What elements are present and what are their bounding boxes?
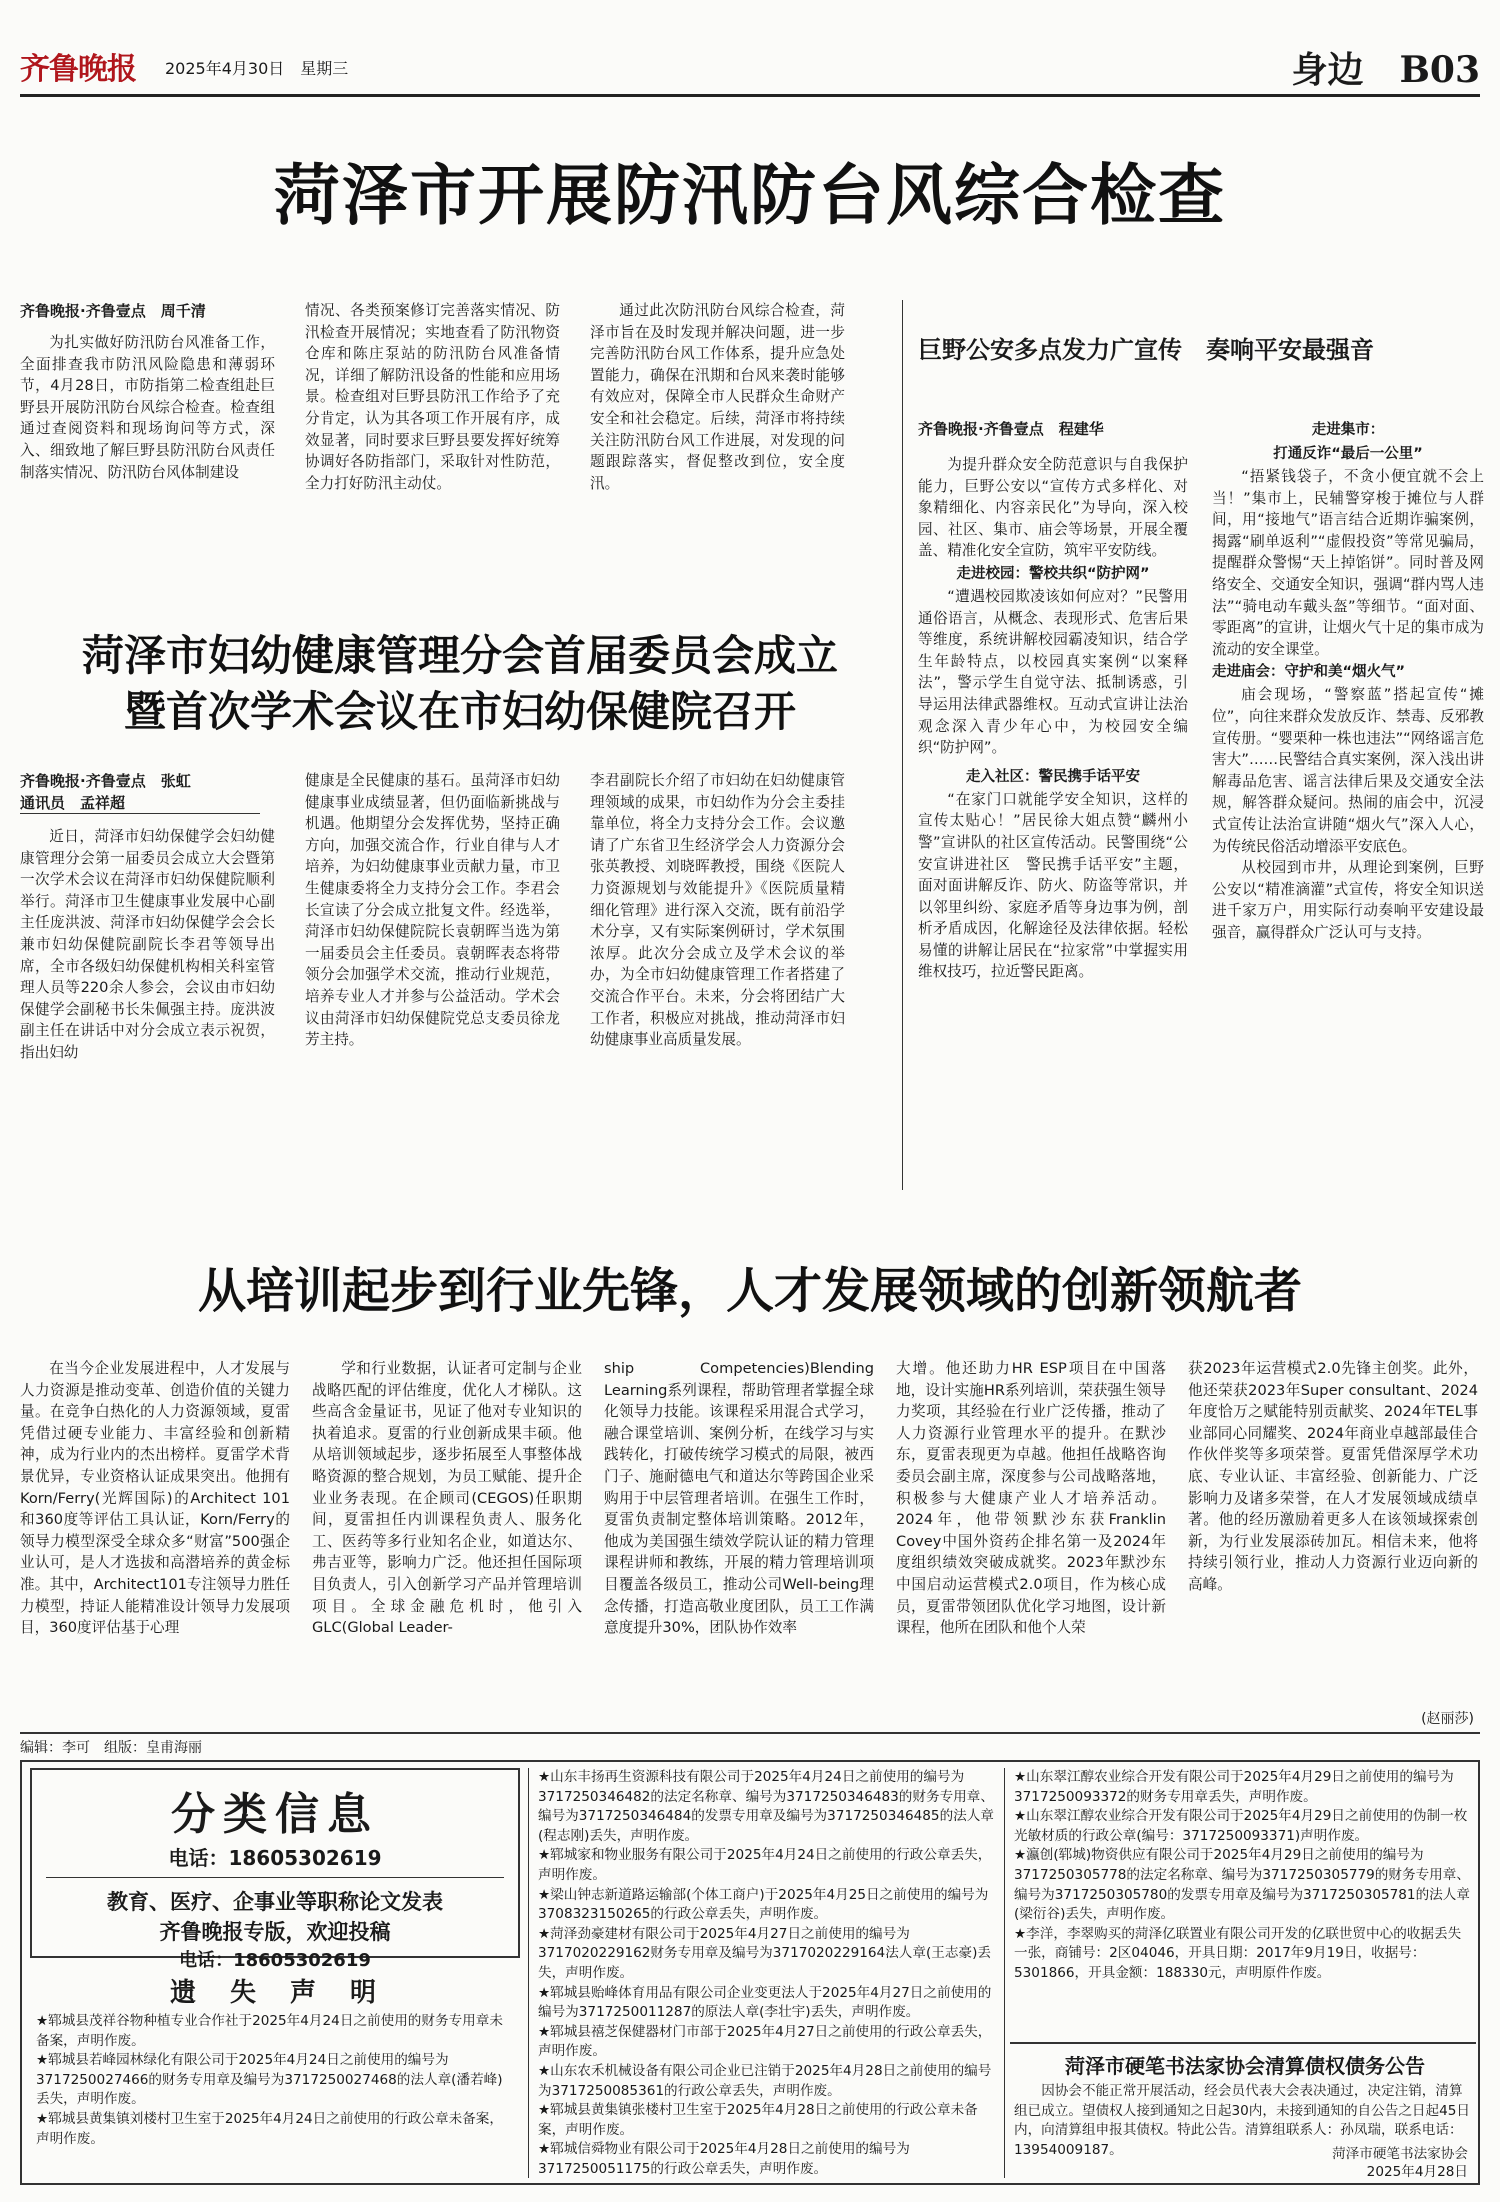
lost-notice-item: ★山东丰扬再生资源科技有限公司于2025年4月24日之前使用的编号为3717250346482的法定名称章、编号为3717250346483的财务专用章、编号为3717250346484的发票专用章及编号为3717250346485的法人章(程志刚)丢失，声明作废。 [538,1769,994,1844]
classified-phone: 电话：18605302619 [168,1846,382,1870]
masthead [20,38,1480,97]
article2-col2: 健康是全民健康的基石。虽菏泽市妇幼健康事业成绩显著，但仍面临新挑战与机遇。他期望分会发挥优势，坚持正确方向，加强交流合作，行业自律与人才培养，为妇幼健康事业贡献力量，市卫生健康委将全力支持分会工作。李君会长宣读了分会成立批复文件。经选举，菏泽市妇幼保健院院长袁朝晖当选为第一届委员会主任委员。袁朝晖表态将带领分会加强学术交流，推动行业规范，培养专业人才并参与公益活动。学术会议由菏泽市妇幼保健院党总支委员徐龙芳主持。 [305,772,560,1049]
article1-byline: 齐鲁晚报·齐鲁壹点 周千清 [20,302,206,320]
article2-correspondent: 通讯员 孟祥超 [20,792,260,814]
article1-col1: 为扎实做好防汛防台风准备工作，全面排查我市防汛风险隐患和薄弱环节，4月28日，市防指第二检查组赴巨野县开展防汛防台风综合检查。检查组通过查阅资料和现场询问等方式，深入、细致地了解巨野县防汛防台风责任制落实情况、防汛防台风体制建设 [20,334,275,481]
classified-title: 分类信息 [171,1789,379,1840]
article3-byline: 齐鲁晚报·齐鲁壹点 程建华 [918,420,1104,438]
liquidation-notice-signature: 菏泽市硬笔书法家协会 2025年4月28日 [1332,2146,1468,2180]
lost-notice-item: ★瀛创(郓城)物资供应有限公司于2025年4月29日之前使用的编号为3717250305778的法定名称章、编号为3717250305779的财务专用章、编号为3717250305780的发票专用章及编号为3717250305781的法人章(梁衍谷)丢失，声明作废。 [1014,1847,1470,1923]
article3-col2: 走进集市： 打通反诈“最后一公里” “捂紧钱袋子，不贪小便宜就不会上当！”集市上，民辅警穿梭于摊位与人群间，用“接地气”语言结合近期诈骗案例，揭露“刷单返利”“虚假投资”等常见骗局，提醒群众警惕“天上掉馅饼”。同时普及网络安全、交通安全知识，强调“群内骂人违法”“骑电动车戴头盔”等细节。“面对面、零距离”的宣讲，让烟火气十足的集市成为流动的安全课堂。 走进庙会：守护和美“烟火气” 庙会现场，“警察蓝”搭起宣传“摊位”，向往来群众发放反诈、禁毒、反邪教宣传册。“婴栗种一株也违法”“网络谣言危害大”……民警结合真实案例，深入浅出讲解毒品危害、谣言法律后果及交通安全法规，解答群众疑问。热闹的庙会中，沉浸式宣传让法治宣讲随“烟火气”深入人心，为传统民俗活动增添平安底色。 从校园到市井，从理论到案例，巨野公安以“精准滴灌”式宣传，将安全知识送进千家万户，用实际行动奏响平安建设最强音，赢得群众广泛认可与支持。 [1212,418,1484,1190]
article4-col2: 学和行业数据，认证者可定制与企业战略匹配的评估维度，优化人才梯队。这些高含金量证书，见证了他对专业知识的执着追求。夏雷的行业创新成果丰硕。他从培训领域起步，逐步拓展至人事整体战略资源的整合规划，为员工赋能、提升企业业务表现。在企顾司(CEGOS)任职期间，夏雷担任内训课程负责人、服务化工、医药等多行业知名企业，如道达尔、弗吉亚等，影响力广泛。他还担任国际项目负责人，引入创新学习产品并管理培训项目。全球金融危机时，他引入GLC(Global Leader- [312,1360,582,1637]
newspaper-logo: 齐鲁晚报 [20,52,136,87]
lost-notices-middle [538,1768,996,2180]
article3-subhead-fair: 走进庙会：守护和美“烟火气” [1212,664,1406,681]
liquidation-notice-title: 菏泽市硬笔书法家协会清算债权债务公告 [1065,2054,1425,2078]
article4-col1: 在当今企业发展进程中，人才发展与人力资源是推动变革、创造价值的关键力量。在竞争白热化的人力资源领域，夏雷凭借过硬专业能力、丰富经验和创新精神，成为行业内的杰出榜样。夏雷学术背景优异，专业资格认证成果突出。他拥有Korn/Ferry(光辉国际)的Architect 101和360度等评估工具认证，Korn/Ferry的领导力模型深受全球众多“财富”500强企业认可，是人才选拔和高潜培养的黄金标准。其中，Architect101专注领导力胜任力模型，持证人能精准设计领导力发展项目，360度评估基于心理 [20,1360,290,1637]
lost-notice-item: ★郓城县禧芝保健器材门市部于2025年4月27日之前使用的行政公章丢失，声明作废。 [538,2023,992,2060]
lost-notice-title: 遗 失 声 明 [169,1978,380,2008]
lost-notice-item: ★山东农禾机械设备有限公司企业已注销于2025年4月28日之前使用的编号为3717250085361的行政公章丢失，声明作废。 [538,2062,992,2099]
article1-col3: 通过此次防汛防台风综合检查，菏泽市旨在及时发现并解决问题，进一步完善防汛防台风工作体系，提升应急处置能力，确保在汛期和台风来袭时能够有效应对，保障全市人民群众生命财产安全和社会稳定。后续，菏泽市将持续关注防汛防台风工作进展，对发现的问题跟踪落实，督促整改到位，安全度汛。 [590,302,845,492]
classified-divider [528,1768,529,2178]
classified-ad-line1: 教育、医疗、企事业等职称论文发表 [107,1890,443,1914]
article4-col5: 获2023年运营模式2.0先锋主创奖。此外，他还荣获2023年Super consultant、2024年度恰万之赋能特别贡献奖、2024年TEL事业部同心同耀奖、2024年商业卓越部最佳合作伙伴奖等多项荣誉。夏雷凭借深厚学术功底、专业认证、丰富经验、创新能力、广泛影响力及诸多荣誉，在人才发展领域成绩卓著。他的经历激励着更多人在该领域探索创新，为行业发展添砖加瓦。相信未来，他将持续引领行业，推动人力资源行业迈向新的高峰。 [1188,1360,1478,1593]
article3-subhead-campus: 走进校园：警校共织“防护网” [956,565,1150,582]
notice-rule [1010,2042,1476,2044]
lost-notice-item: ★菏泽劲豪建材有限公司于2025年4月27日之前使用的编号为3717020229162财务专用章及编号为3717020229164法人章(王志豪)丢失，声明作废。 [538,1925,991,1981]
editor-line: 编辑：李可 组版：皇甫海丽 [20,1740,202,1756]
lost-notice-item: ★郓城县茂祥谷物种植专业合作社于2025年4月24日之前使用的财务专用章未备案，声明作废。 [36,2013,503,2049]
lost-notice-item: ★郓城县若峰园林绿化有限公司于2025年4月24日之前使用的编号为3717250027466的财务专用章及编号为3717250027468的法人章(潘若峰)丢失，声明作废。 [36,2052,503,2108]
article3-subhead-community: 走入社区：警民携手话平安 [966,768,1140,785]
article2-col3: 李君副院长介绍了市妇幼在妇幼健康管理领域的成果，市妇幼作为分会主委挂靠单位，将全力支持分会工作。会议邀请了广东省卫生经济学会人力资源分会张英教授、刘晓晖教授，围绕《医院人力资源规划与效能提升》《医院质量精细化管理》进行深入交流，既有前沿学术分享，又有实际案例研讨，学术氛围浓厚。此次分会成立及学术会议的举办，为全市妇幼健康管理工作者搭建了交流合作平台。未来，分会将团结广大工作者，积极应对挑战，推动菏泽市妇幼健康事业高质量发展。 [590,772,845,1049]
article3-subhead-market: 走进集市： [1311,422,1385,438]
article4-col4: 大增。他还助力HR ESP项目在中国落地，设计实施HR系列培训，荣获强生领导力奖项，其经验在行业广泛传播，推动了人力资源行业管理水平的提升。在默沙东，夏雷表现更为卓越。他担任战略咨询委员会副主席，深度参与公司战略落地，积极参与大健康产业人才培养活动。2024年，他带领默沙东获Franklin Covey中国外资药企排名第一及2024年度组织绩效突破成就奖。2023年默沙东中国启动运营模式2.0项目，作为核心成员，夏雷带领团队优化学习地图，设计新课程，他所在团队和他个人荣 [896,1360,1166,1637]
article3-title: 巨野公安多点发力广宣传 奏响平安最强音 [918,335,1374,364]
classified-divider [1004,1768,1005,2178]
lost-notice-item: ★李洋，李翠购买的菏泽亿联置业有限公司开发的亿联世贸中心的收据丢失一张，商铺号：2区04046，开具日期：2017年9月19日，收据号：5301866，开具金额：188330元，声明原件作废。 [1014,1925,1462,1981]
article2-byline: 齐鲁晚报·齐鲁壹点 张虹 [20,772,191,790]
article2-title: 菏泽市妇幼健康管理分会首届委员会成立 暨首次学术会议在市妇幼保健院召开 [81,631,838,736]
article3-col1: 为提升群众安全防范意识与自我保护能力，巨野公安以“宣传方式多样化、对象精细化、内容亲民化”为导向，深入校园、社区、集市、庙会等场景，开展全覆盖、精准化安全宣防，筑牢平安防线。 走进校园：警校共织“防护网” “遭遇校园欺凌该如何应对？”民警用通俗语言，从概念、表现形式、危害后果等维度，系统讲解校园霸凌知识，结合学生年龄特点，以校园真实案例“以案释法”，警示学生自觉守法、抵制诱惑，引导运用法律武器维权。互动式宣讲让法治观念深入青少年心中，为校园安全编织“防护网”。 走入社区：警民携手话平安 “在家门口就能学安全知识，这样的宣传太贴心！”居民徐大姐点赞“麟州小警”宣讲队的社区宣传活动。民警围绕“公安宣讲进社区 警民携手话平安”主题，面对面讲解反诈、防火、防盗等常识，并以邻里纠纷、家庭矛盾等身边事为例，剖析矛盾成因，化解途径及法律依据。轻松易懂的讲解让居民在“拉家常”中掌握实用维权技巧，拉近警民距离。 [918,456,1188,981]
classified-ad-line2: 齐鲁晚报专版，欢迎投稿 [159,1920,391,1944]
article4-author: (赵丽莎) [1421,1711,1474,1727]
classified-ad-phone: 电话：18605302619 [179,1950,371,1971]
classified-header [30,1768,520,1971]
lost-notice-item: ★郓城信舜物业有限公司于2025年4月28日之前使用的编号为3717250051175的行政公章丢失，声明作废。 [538,2141,910,2177]
article1-col2: 情况、各类预案修订完善落实情况、防汛检查开展情况；实地查看了防汛物资仓库和陈庄泵站的防汛防台风准备情况，详细了解防汛设备的性能和应用场景。检查组对巨野县防汛工作给予了充分肯定，认为其各项工作开展有序，成效显著，同时要求巨野县要发挥好统筹协调好各防指部门，采取针对性防范，全力打好防汛主动仗。 [305,302,560,492]
lost-notice-item: ★郓城县黄集镇张楼村卫生室于2025年4月28日之前使用的行政公章未备案，声明作废。 [538,2102,978,2138]
issue-date: 2025年4月30日 星期三 [165,59,349,78]
section-rule [20,1732,1480,1734]
lost-notice-item: ★山东翠江醇农业综合开发有限公司于2025年4月29日之前使用的编号为3717250093372的财务专用章丢失，声明作废。 [1014,1769,1454,1805]
section-label: 身边 B03 [1291,49,1480,91]
lost-notice-item: ★山东翠江醇农业综合开发有限公司于2025年4月29日之前使用的伪制一枚光敏材质的行政公章(编号：3717250093371)声明作废。 [1014,1808,1468,1844]
article4-col3: ship Competencies)Blending Learning系列课程，帮助管理者掌握全球化领导力技能。该课程采用混合式学习，融合课堂培训、案例分析，在线学习与实践转化，打破传统学习模式的局限，被西门子、施耐德电气和道达尔等跨国企业采购用于中层管理者培训。在强生工作时，夏雷负责制定整体培训策略。2012年，他成为美国强生绩效学院认证的精力管理课程讲师和教练，开展的精力管理培训项目覆盖各级员工，推动公司Well-being理念传播，打造高敬业度团队，员工工作满意度提升30%，团队协作效率 [604,1360,874,1637]
lost-notice-item: ★郓城县黄集镇刘楼村卫生室于2025年4月24日之前使用的行政公章未备案，声明作废。 [36,2110,503,2147]
article1-title: 菏泽市开展防汛防台风综合检查 [274,156,1226,234]
column-divider [902,300,903,1190]
lost-notices-right [1014,1768,1474,2040]
article2-col1: 近日，菏泽市妇幼保健学会妇幼健康管理分会第一届委员会成立大会暨第一次学术会议在菏泽市妇幼保健院顺利举行。菏泽市卫生健康事业发展中心副主任庞洪波、菏泽市妇幼保健学会会长兼市妇幼保健院副院长李君等领导出席，全市各级妇幼保健机构相关科室管理人员等220余人参会，会议由市妇幼保健学会副秘书长朱佩强主持。庞洪波副主任在讲话中对分会成立表示祝贺，指出妇幼 [20,828,275,1061]
lost-notice-item: ★梁山钟志新道路运输部(个体工商户)于2025年4月25日之前使用的编号为3708323150265的行政公章丢失，声明作废。 [538,1886,989,1923]
article4-title: 从培训起步到行业先锋，人才发展领域的创新领航者 [197,1263,1302,1319]
liquidation-notice-body: 因协会不能正常开展活动，经会员代表大会表决通过，决定注销，清算组已成立。望债权人接到通知之日起30内，未接到通知的自公告之日起45日内，向清算组申报其债权。特此公告。清算组联系人：孙凤瑞，联系电话：13954009187。 [1014,2083,1470,2158]
lost-notice-item: ★郓城家和物业服务有限公司于2025年4月24日之前使用的行政公章丢失，声明作废。 [538,1847,992,1883]
lost-notices-left [36,2012,516,2180]
lost-notice-item: ★郓城县贻峰体育用品有限公司企业变更法人于2025年4月27日之前使用的编号为3717250011287的原法人章(李壮宇)丢失，声明作废。 [538,1984,992,2021]
